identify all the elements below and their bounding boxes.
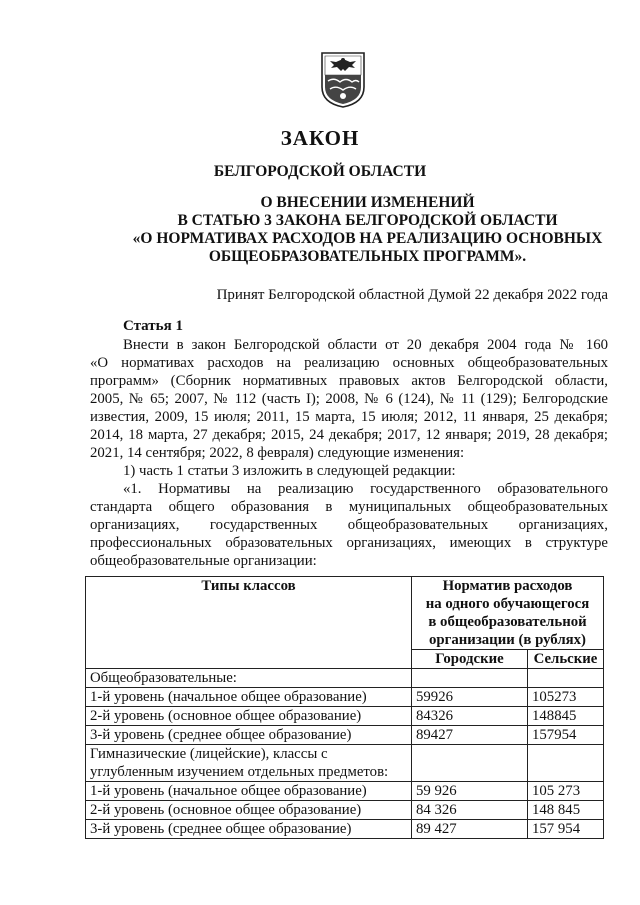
- urban-value: 84 326: [412, 801, 528, 820]
- urban-value: 89 427: [412, 820, 528, 839]
- quote-line: «1. Нормативы на реализацию государственного образовательного: [123, 481, 608, 497]
- row-label: 2-й уровень (основное общее образование): [86, 707, 412, 726]
- col-types-header: Типы классов: [86, 577, 412, 669]
- section-label: [86, 745, 412, 782]
- rural-value: 105 273: [528, 782, 604, 801]
- col-norm-line: в общеобразовательной: [428, 614, 587, 630]
- table-row: [86, 820, 604, 839]
- table-row: [86, 801, 604, 820]
- section-label-line: Гимназические (лицейские), классы с: [90, 746, 328, 762]
- coat-of-arms-icon: [320, 51, 366, 109]
- row-label: 1-й уровень (начальное общее образование): [86, 782, 412, 801]
- urban-value: 84326: [412, 707, 528, 726]
- table-header-row: [86, 577, 604, 650]
- law-title: ЗАКОН: [280, 126, 360, 150]
- paragraph-line: программ» (Сборник нормативных правовых актов Белгородской области,: [90, 373, 608, 389]
- heading-line-1: О ВНЕСЕНИИ ИЗМЕНЕНИЙ: [260, 194, 475, 211]
- paragraph-line: Внести в закон Белгородской области от 20 декабря 2004 года № 160: [123, 337, 608, 353]
- paragraph-line: 2014, 18 марта, 27 декабря; 2015, 24 декабря; 2017, 12 января; 2019, 28 декабря;: [90, 427, 608, 443]
- adoption-date: Принят Белгородской областной Думой 22 декабря 2022 года: [216, 287, 608, 303]
- row-label: 1-й уровень (начальное общее образование): [86, 688, 412, 707]
- article-title: Статья 1: [123, 318, 183, 334]
- urban-value: 59926: [412, 688, 528, 707]
- table-row: [86, 782, 604, 801]
- quote-line: стандарта общего образования в муниципальных общеобразовательных: [90, 499, 608, 515]
- section-label-line: углубленным изучением отдельных предметов:: [90, 764, 389, 780]
- table-section-row: [86, 745, 604, 782]
- rural-value: 105273: [528, 688, 604, 707]
- row-label: 2-й уровень (основное общее образование): [86, 801, 412, 820]
- col-norm-line: на одного обучающегося: [425, 596, 590, 612]
- quote-line: профессиональных образовательных организациях, имеющих в структуре: [90, 535, 608, 551]
- rural-value: 157 954: [528, 820, 604, 839]
- region-title: БЕЛГОРОДСКОЙ ОБЛАСТИ: [213, 163, 427, 180]
- heading-line-4: ОБЩЕОБРАЗОВАТЕЛЬНЫХ ПРОГРАММ».: [208, 248, 527, 265]
- norms-table: [85, 576, 604, 839]
- col-rural-header: Сельские: [528, 650, 604, 669]
- col-norm-line: Норматив расходов: [442, 578, 573, 594]
- quote-line: общеобразовательные организации:: [90, 553, 317, 569]
- rural-value: 148845: [528, 707, 604, 726]
- paragraph-line: известия, 2009, 15 июля; 2011, 15 марта, 15 июля; 2012, 11 января, 25 декабря;: [90, 409, 608, 425]
- table-row: [86, 726, 604, 745]
- paragraph-line: 2021, 14 сентября; 2022, 8 февраля) следующие изменения:: [90, 445, 465, 461]
- col-urban-header: Городские: [412, 650, 528, 669]
- section-label: Общеобразовательные:: [86, 669, 412, 688]
- urban-value: 89427: [412, 726, 528, 745]
- row-label: 3-й уровень (среднее общее образование): [86, 820, 412, 839]
- quote-line: организациях, государственных общеобразовательных организациях,: [90, 517, 608, 533]
- row-label: 3-й уровень (среднее общее образование): [86, 726, 412, 745]
- table-section-row: [86, 669, 604, 688]
- paragraph-line: 2005, № 65; 2007, № 112 (часть I); 2008, № 6 (124), № 11 (129); Белгородские: [90, 391, 608, 407]
- rural-value: 148 845: [528, 801, 604, 820]
- col-norm-header: [412, 577, 604, 650]
- item-1: 1) часть 1 статьи 3 изложить в следующей редакции:: [123, 463, 456, 479]
- rural-value: 157954: [528, 726, 604, 745]
- heading-line-3: «О НОРМАТИВАХ РАСХОДОВ НА РЕАЛИЗАЦИЮ ОСНОВНЫХ: [132, 230, 603, 247]
- table-row: [86, 707, 604, 726]
- table-row: [86, 688, 604, 707]
- col-norm-line: организации (в рублях): [429, 632, 586, 648]
- paragraph-line: «О нормативах расходов на реализацию основных общеобразовательных: [90, 355, 608, 371]
- heading-line-2: В СТАТЬЮ 3 ЗАКОНА БЕЛГОРОДСКОЙ ОБЛАСТИ: [177, 212, 558, 229]
- urban-value: 59 926: [412, 782, 528, 801]
